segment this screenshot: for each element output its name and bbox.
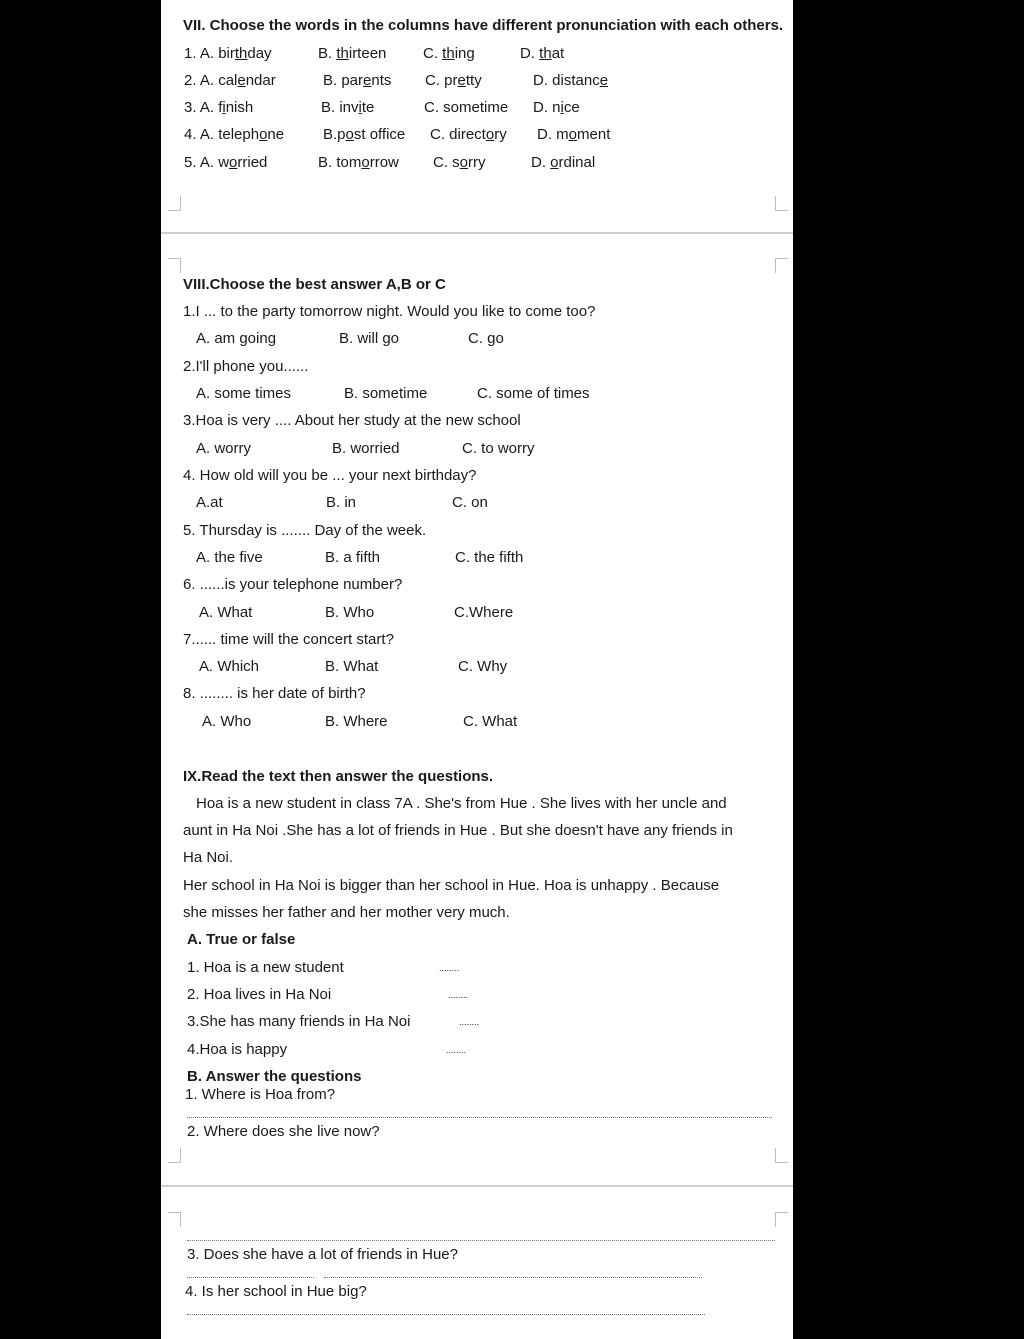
pronunciation-option[interactable] [430,126,507,144]
question-text: 2.I'll phone you...... [183,358,309,375]
underlined-sound: e [363,72,372,89]
underlined-sound: o [550,154,559,171]
answer-option-b[interactable]: B. will go [339,330,400,347]
underlined-sound: i [222,99,226,116]
option-text: day [247,45,272,62]
underlined-sound: o [259,126,268,143]
option-text: B. [318,45,337,62]
passage-line: Ha Noi. [183,849,234,866]
pronunciation-option[interactable] [184,72,276,90]
page-corner [775,1148,788,1163]
option-text: ndar [245,72,276,89]
option-text: at [551,45,565,62]
passage-line: she misses her father and her mother very much. [183,904,510,921]
page-corner [168,1212,181,1227]
answer-blank[interactable]: ........ [439,963,460,973]
answer-option-a[interactable]: A. the five [196,549,263,566]
page-corner [775,258,788,273]
underlined-sound: o [345,126,354,143]
answer-option-a[interactable]: A. What [199,604,253,621]
option-text: C. s [433,154,460,171]
underlined-sound: i [358,99,362,116]
pronunciation-option[interactable] [321,99,374,117]
answer-option-b[interactable]: B. Who [325,604,375,621]
page-corner [168,1148,181,1163]
pronunciation-option[interactable] [424,99,508,117]
pronunciation-option[interactable] [533,99,580,117]
option-text: ne [267,126,285,143]
option-text: me [487,99,509,116]
option-text: te [361,99,375,116]
answer-option-b[interactable]: B. Where [325,713,388,730]
question-text: 5. Thursday is ....... Day of the week. [183,522,427,539]
answer-option-c[interactable]: C. What [463,713,518,730]
section-7-title: VII. Choose the words in the columns have different pronunciation with each others. [183,17,784,34]
answer-blank[interactable]: ........ [446,1045,467,1055]
answer-option-c[interactable]: C. Why [458,658,508,675]
option-text: ment [577,126,611,143]
option-text: irteen [348,45,387,62]
answer-option-c[interactable]: C. the fifth [455,549,524,566]
option-text: tty [465,72,482,89]
option-text: B. inv [321,99,359,116]
option-text: 2. A. cal [184,72,238,89]
pronunciation-option[interactable] [520,45,564,63]
underlined-sound: th [336,45,349,62]
question-text: 8. ........ is her date of birth? [183,685,366,702]
option-text: 1. A. bir [184,45,235,62]
passage-line: aunt in Ha Noi .She has a lot of friends in Hue . But she doesn't have any friends in [183,822,733,839]
question-text: 6. ......is your telephone number? [183,576,403,593]
answer-line[interactable] [187,1277,314,1278]
answer-option-c[interactable]: C. to worry [462,440,535,457]
answer-option-c[interactable]: C. go [468,330,504,347]
question-text: 4. How old will you be ... your next birthday? [183,467,477,484]
answer-option-a[interactable]: A. worry [196,440,252,457]
part-a-title: A. True or false [187,931,296,948]
pronunciation-option[interactable] [423,45,475,63]
question-text: 3.Hoa is very .... About her study at the new school [183,412,521,429]
option-text: rdinal [558,154,596,171]
true-false-item: 3.She has many friends in Ha Noi [187,1013,411,1030]
underlined-sound: th [442,45,455,62]
question-text: 7...... time will the concert start? [183,631,394,648]
question-text: 1.I ... to the party tomorrow night. Would you like to come too? [183,303,596,320]
page-corner [775,1212,788,1227]
underlined-sound: o [485,126,495,143]
option-text: ry [494,126,507,143]
underlined-sound: i [560,99,564,116]
underlined-sound: e [457,72,466,89]
section-8-title: VIII.Choose the best answer A,B or C [183,276,446,293]
option-text: C. pr [425,72,458,89]
pronunciation-option[interactable] [323,126,405,144]
pronunciation-option[interactable] [433,154,486,172]
true-false-item: 4.Hoa is happy [187,1041,288,1058]
option-text: 5. A. w [184,154,230,171]
option-text: B. par [323,72,364,89]
page-break-divider [161,232,793,234]
answer-option-a[interactable]: A.at [196,494,223,511]
answer-option-c[interactable]: C. on [452,494,488,511]
answer-option-b[interactable]: B. sometime [344,385,428,402]
part-b-title: B. Answer the questions [187,1068,362,1085]
pronunciation-option[interactable] [533,72,608,90]
true-false-item: 2. Hoa lives in Ha Noi [187,986,332,1003]
answer-line[interactable] [187,1314,705,1315]
answer-question: 2. Where does she live now? [187,1123,380,1140]
answer-option-a[interactable]: A. some times [196,385,292,402]
option-text: nish [225,99,254,116]
answer-line[interactable] [187,1240,775,1241]
option-text: rried [237,154,268,171]
pronunciation-option[interactable] [184,126,284,144]
underlined-sound: o [361,154,370,171]
page-break-divider [161,1185,793,1187]
answer-option-c[interactable]: C. some of times [477,385,590,402]
answer-blank[interactable]: ........ [448,990,469,1000]
answer-option-a[interactable]: A. Which [199,658,260,675]
answer-question: 1. Where is Hoa from? [185,1086,336,1103]
pronunciation-option[interactable] [425,72,482,90]
option-text: D. [520,45,540,62]
option-text: ing [454,45,475,62]
page-corner [775,196,788,211]
answer-option-c[interactable]: C.Where [454,604,514,621]
answer-line[interactable] [187,1117,772,1118]
option-text: B. tom [318,154,362,171]
pronunciation-option[interactable] [318,45,386,63]
underlined-sound: e [599,72,609,89]
underlined-sound: th [234,45,248,62]
answer-option-a[interactable]: A. Who [202,713,252,730]
pronunciation-option[interactable] [537,126,610,144]
pronunciation-option[interactable] [323,72,391,90]
page-corner [168,196,181,211]
option-text: B.p [323,126,346,143]
option-text: C. someti [424,99,488,116]
option-text: C. direct [430,126,486,143]
answer-option-b[interactable]: B. What [325,658,379,675]
option-text: nts [371,72,392,89]
underlined-sound: e [237,72,246,89]
passage-line: Hoa is a new student in class 7A . She's from Hue . She lives with her uncle and [196,795,727,812]
option-text: D. [531,154,551,171]
underlined-sound: th [539,45,552,62]
option-text: ce [563,99,580,116]
answer-line[interactable] [324,1277,702,1278]
option-text: st office [353,126,406,143]
pronunciation-option[interactable] [184,45,272,63]
answer-option-b[interactable]: B. in [326,494,357,511]
passage-line: Her school in Ha Noi is bigger than her school in Hue. Hoa is unhappy . Because [183,877,720,894]
pronunciation-option[interactable] [318,154,399,172]
option-text: 3. A. f [184,99,223,116]
option-text: D. m [537,126,569,143]
answer-question: 3. Does she have a lot of friends in Hue? [187,1246,458,1263]
page-corner [168,258,181,273]
answer-blank[interactable]: ........ [459,1017,480,1027]
option-text: rry [468,154,486,171]
true-false-item: 1. Hoa is a new student [187,959,344,976]
underlined-sound: o [229,154,238,171]
option-text: rrow [369,154,399,171]
answer-question: 4. Is her school in Hue big? [185,1283,367,1300]
pronunciation-option[interactable] [184,99,253,117]
pronunciation-option[interactable] [531,154,595,172]
option-text: D. n [533,99,561,116]
option-text: D. distanc [533,72,600,89]
option-text: 4. A. teleph [184,126,260,143]
pronunciation-option[interactable] [184,154,267,172]
underlined-sound: o [459,154,469,171]
answer-option-a[interactable]: A. am going [196,330,277,347]
underlined-sound: o [568,126,578,143]
answer-option-b[interactable]: B. worried [332,440,400,457]
option-text: C. [423,45,443,62]
section-9-title: IX.Read the text then answer the questions. [183,768,494,785]
answer-option-b[interactable]: B. a fifth [325,549,381,566]
